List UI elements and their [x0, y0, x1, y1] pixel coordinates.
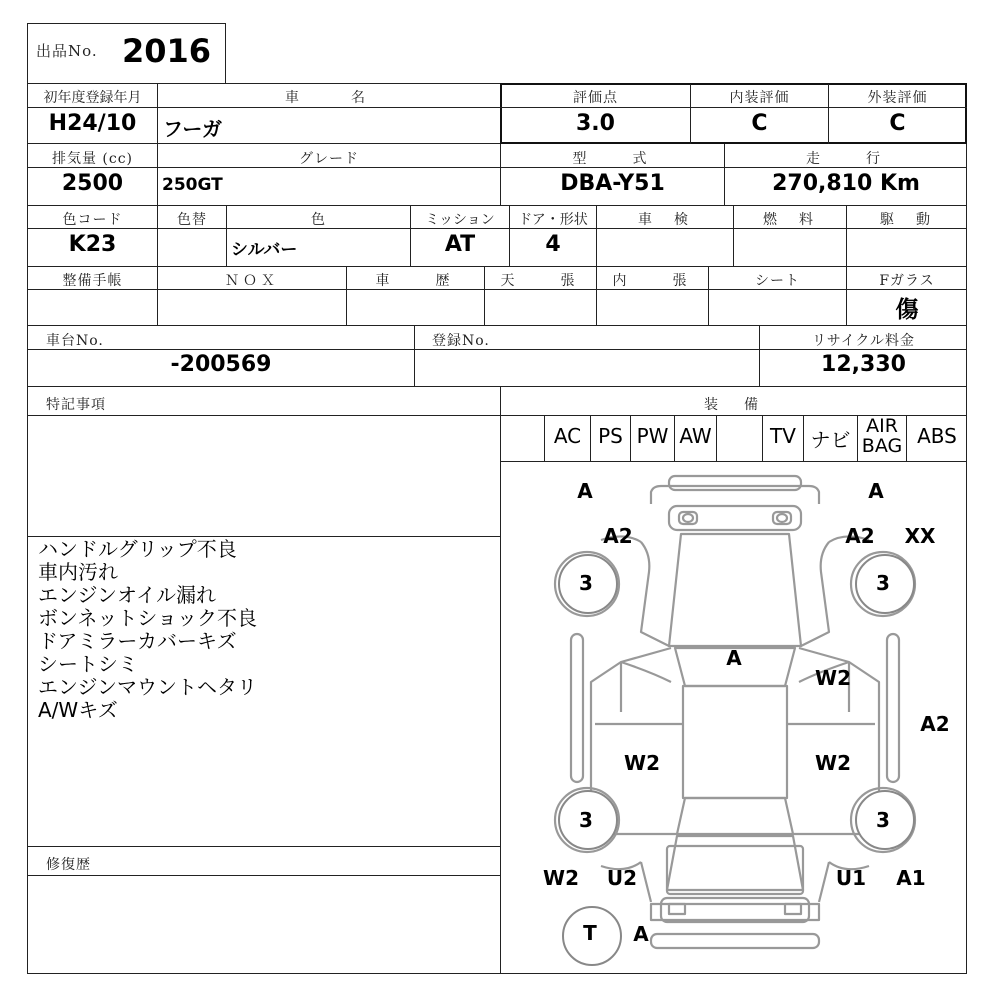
recycle-value: 12,330 — [821, 352, 906, 377]
note-line: A/Wキズ — [38, 698, 118, 722]
mark: A2 — [845, 524, 875, 548]
mark: A — [868, 479, 884, 503]
equip-item-ac: AC — [553, 424, 582, 448]
mission-value: AT — [444, 232, 476, 257]
note-line: ボンネットショック不良 — [38, 606, 257, 630]
interior-value: C — [751, 111, 768, 136]
displacement-label: 排気量 (cc) — [51, 151, 134, 167]
door-value: 4 — [545, 232, 561, 257]
chassis-value: -200569 — [170, 352, 272, 377]
chassis-label: 車台No. — [46, 333, 104, 349]
recycle-label: リサイクル料金 — [811, 333, 916, 349]
notes-label: 特記事項 — [46, 397, 106, 413]
note-line: ハンドルグリップ不良 — [38, 537, 237, 561]
nox-label: ＮＯＸ — [225, 273, 279, 289]
equip-item-ps: PS — [598, 424, 623, 448]
sunroof-label: 天 張 — [500, 273, 581, 289]
note-line: シートシミ — [38, 652, 138, 676]
car-name-value: フーガ — [163, 117, 222, 141]
door-label: ドア・形状 — [518, 212, 588, 228]
mark: U1 — [835, 866, 867, 890]
grade-label: グレード — [299, 151, 359, 167]
mission-label: ミッション — [425, 212, 495, 228]
mark: 3 — [579, 571, 593, 595]
displacement-value: 2500 — [61, 171, 124, 196]
mark: A1 — [896, 866, 926, 890]
fglass-label: Fガラス — [879, 273, 935, 289]
color-code-value: K23 — [68, 232, 117, 257]
repaint-label: 色替 — [177, 212, 207, 228]
score-label: 評価点 — [573, 90, 618, 106]
lot-number: 2016 — [122, 32, 212, 70]
mark: A — [577, 479, 593, 503]
mileage-label: 走 行 — [806, 151, 886, 167]
lot-label: 出品No. — [36, 42, 98, 60]
grade-value: 250GT — [162, 175, 223, 195]
note-line: エンジンマウントヘタリ — [38, 675, 257, 699]
inspection-label: 車 検 — [638, 212, 692, 228]
equip-item-navi: ナビ — [810, 428, 851, 452]
mark: A — [633, 922, 649, 946]
reg-label: 登録No. — [432, 333, 490, 349]
mark: 3 — [876, 571, 890, 595]
mark: W2 — [815, 666, 851, 690]
equip-item-abs: ABS — [917, 424, 957, 448]
record-book-label: 整備手帳 — [62, 273, 123, 289]
model-label: 型 式 — [572, 151, 653, 167]
car-diagram — [501, 462, 967, 974]
mark: W2 — [815, 751, 851, 775]
fglass-value: 傷 — [895, 297, 919, 323]
interior-label: 内装評価 — [729, 90, 790, 106]
color-code-label: 色コード — [62, 212, 123, 228]
headliner-label: 内 張 — [612, 273, 693, 289]
drive-label: 駆 動 — [880, 212, 934, 228]
mileage-value: 270,810 Km — [772, 171, 920, 196]
note-line: ドアミラーカバーキズ — [38, 629, 237, 653]
repair-label: 修復歴 — [46, 857, 91, 873]
model-value: DBA-Y51 — [560, 171, 665, 196]
equipment-label: 装 備 — [704, 397, 764, 413]
mark: W2 — [543, 866, 579, 890]
note-line: 車内汚れ — [38, 560, 118, 584]
note-line: エンジンオイル漏れ — [38, 583, 216, 607]
equip-item-tv: TV — [770, 424, 796, 448]
mark: 3 — [579, 808, 593, 832]
equip-item-aw: AW — [679, 424, 712, 448]
color-label: 色 — [311, 212, 326, 228]
mark: XX — [904, 524, 936, 548]
mark: A2 — [603, 524, 633, 548]
mark: A — [726, 646, 742, 670]
history-label: 車 歴 — [375, 273, 456, 289]
mark: T — [583, 921, 597, 945]
exterior-label: 外装評価 — [867, 90, 928, 106]
score-value: 3.0 — [576, 111, 615, 136]
fuel-label: 燃 料 — [763, 212, 817, 228]
color-value: シルバー — [231, 240, 298, 260]
equip-item-airbag: AIR BAG — [861, 415, 903, 457]
mark: W2 — [624, 751, 660, 775]
year-label: 初年度登録年月 — [43, 90, 142, 106]
year-value: H24/10 — [48, 111, 137, 136]
car-name-label: 車 名 — [285, 90, 373, 106]
exterior-value: C — [889, 111, 906, 136]
mark: A2 — [920, 712, 950, 736]
seat-label: シート — [755, 273, 800, 289]
equip-item-pw: PW — [636, 424, 669, 448]
mark: 3 — [876, 808, 890, 832]
mark: U2 — [606, 866, 638, 890]
